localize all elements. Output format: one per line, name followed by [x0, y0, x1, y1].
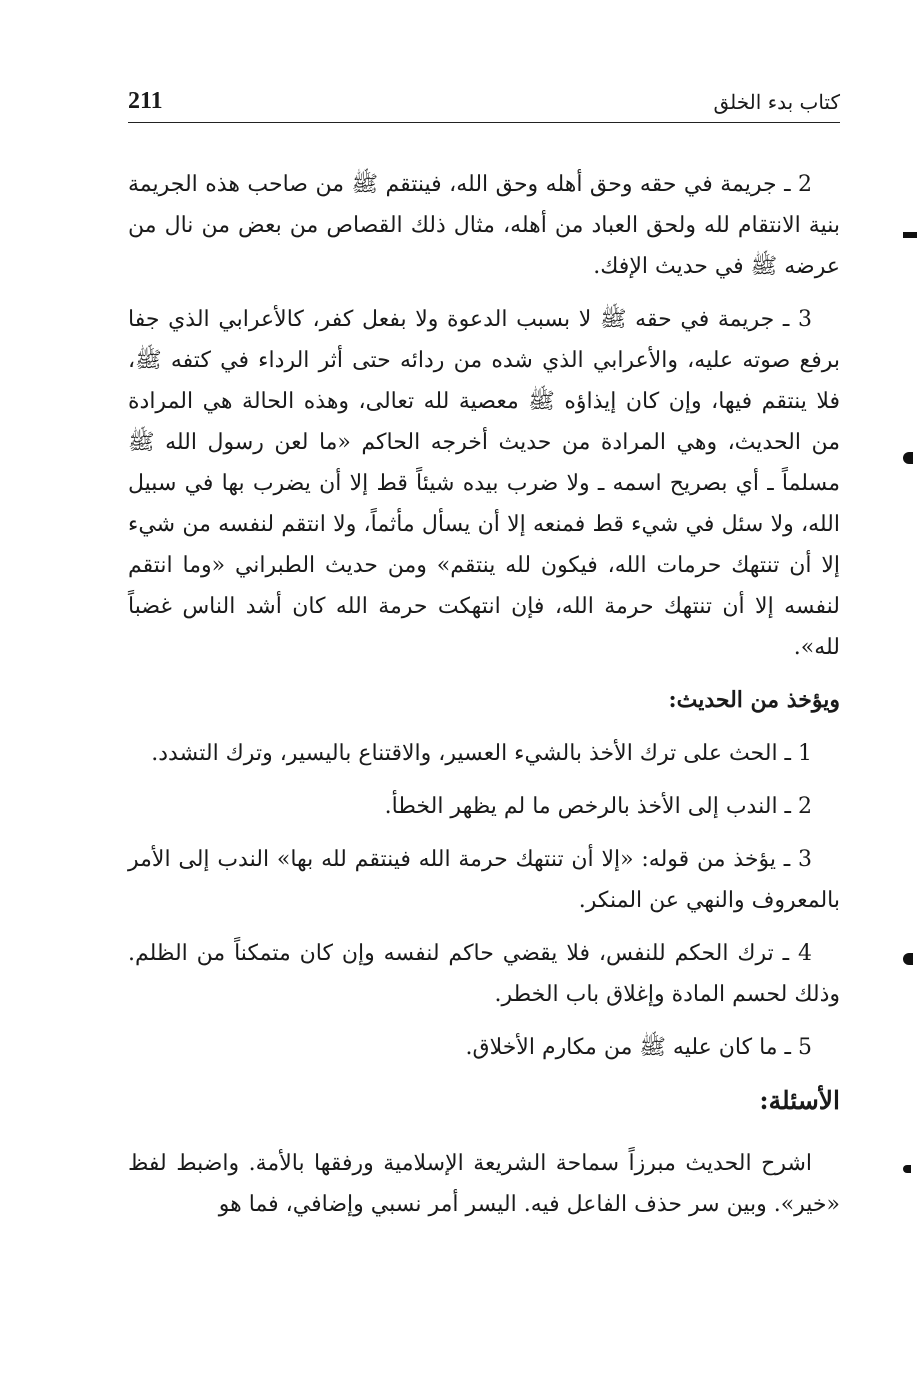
page-header — [128, 88, 840, 123]
lesson-item: 3 ـ يؤخذ من قوله: «إلا أن تنتهك حرمة الله فينتقم لله بها» الندب إلى الأمر بالمعروف والنهي عن المنكر. — [128, 847, 840, 913]
questions-text: اشرح الحديث مبرزاً سماحة الشريعة الإسلامية ورفقها بالأمة. واضبط لفظ «خير». وبين سر حذف الفاعل فيه. اليسر أمر نسبي وإضافي، فما هو — [128, 1151, 840, 1217]
page-number: 211 — [128, 88, 163, 114]
lesson-item: 1 ـ الحث على ترك الأخذ بالشيء العسير، والاقتناع باليسير، وترك التشدد. — [151, 741, 812, 766]
page-body — [128, 164, 840, 1237]
scan-edge-mark — [903, 452, 913, 464]
running-title: كتاب بدء الخلق — [713, 90, 840, 114]
lesson-item: 4 ـ ترك الحكم للنفس، فلا يقضي حاكم لنفسه وإن كان متمكناً من الظلم. وذلك لحسم المادة وإغلاق باب الخطر. — [128, 941, 840, 1007]
scan-edge-mark — [903, 232, 917, 238]
scan-edge-mark — [903, 1165, 911, 1173]
lessons-heading: ويؤخذ من الحديث: — [668, 687, 840, 713]
paragraph: 3 ـ جريمة في حقه ﷺ لا بسبب الدعوة ولا بفعل كفر، كالأعرابي الذي جفا برفع صوته عليه، والأعرابي الذي شده من ردائه حتى أثر الرداء في كتفه ﷺ، فلا ينتقم فيها، وإن كان إيذاؤه ﷺ معصية لله تعالى، وهذه الحالة هي المرادة من الحديث، وهي المرادة من حديث أخرجه الحاكم «ما لعن رسول الله ﷺ مسلماً ـ أي بصريح اسمه ـ ولا ضرب بيده شيئاً قط إلا أن يضرب بها في سبيل الله، ولا سئل في شيء قط فمنعه إلا أن يسأل مأثماً، ولا انتقم لنفسه من شيء إلا أن تنتهك حرمات الله، فيكون لله ينتقم» ومن حديث الطبراني «وما انتقم لنفسه إلا أن تنتهك حرمة الله، فإن انتهكت حرمة الله كان أشد الناس غضباً لله». — [128, 307, 841, 660]
lesson-item: 2 ـ الندب إلى الأخذ بالرخص ما لم يظهر الخطأ. — [384, 794, 812, 819]
paragraph: 2 ـ جريمة في حقه وحق أهله وحق الله، فينتقم ﷺ من صاحب هذه الجريمة بنية الانتقام لله ولحق العباد من أهله، مثال ذلك القصاص من بعض من نال من عرضه ﷺ في حديث الإفك. — [128, 172, 840, 279]
questions-heading: الأسئلة: — [759, 1086, 840, 1115]
lesson-item: 5 ـ ما كان عليه ﷺ من مكارم الأخلاق. — [465, 1035, 812, 1060]
scan-edge-mark — [903, 953, 913, 965]
